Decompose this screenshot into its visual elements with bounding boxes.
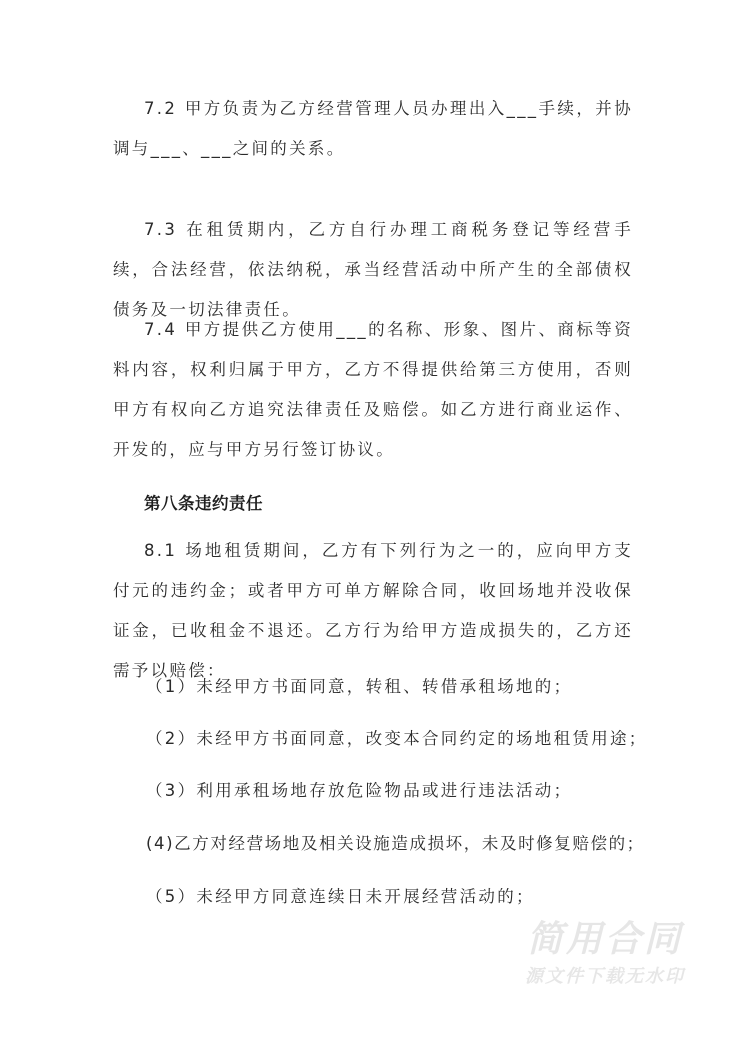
violation-item-4: (4)乙方对经营场地及相关设施造成损坏，未及时修复赔偿的； xyxy=(146,834,645,853)
clause-7-2: 7.2 甲方负责为乙方经营管理人员办理出入___手续，并协调与___、___之间的关系。 xyxy=(113,99,633,158)
watermark-subtitle: 源文件下载无水印 xyxy=(525,966,685,987)
clause-7-3: 7.3 在租赁期内，乙方自行办理工商税务登记等经营手续，合法经营，依法纳税，承当经营活动中所产生的全部债权债务及一切法律责任。 xyxy=(113,220,633,319)
section-heading-article-8: 第八条违约责任 xyxy=(144,494,263,513)
watermark xyxy=(505,918,705,992)
violation-item-2: （2）未经甲方书面同意，改变本合同约定的场地租赁用途； xyxy=(146,729,648,748)
violation-item-5: （5）未经甲方同意连续日未开展经营活动的； xyxy=(146,887,535,906)
clause-7-4: 7.4 甲方提供乙方使用___的名称、形象、图片、商标等资料内容，权利归属于甲方，乙方不得提供给第三方使用，否则甲方有权向乙方追究法律责任及赔偿。如乙方进行商业运作、开发的，应与甲方另行签订协议。 xyxy=(113,320,633,459)
violation-item-3: （3）利用承租场地存放危险物品或进行违法活动； xyxy=(146,781,573,800)
clause-8-1: 8.1 场地租赁期间，乙方有下列行为之一的，应向甲方支付元的违约金；或者甲方可单方解除合同，收回场地并没收保证金，已收租金不退还。乙方行为给甲方造成损失的，乙方还需予以赔偿： xyxy=(113,541,633,680)
watermark-title: 简用合同 xyxy=(526,919,683,960)
violation-item-1: （1）未经甲方书面同意，转租、转借承租场地的； xyxy=(146,677,573,696)
